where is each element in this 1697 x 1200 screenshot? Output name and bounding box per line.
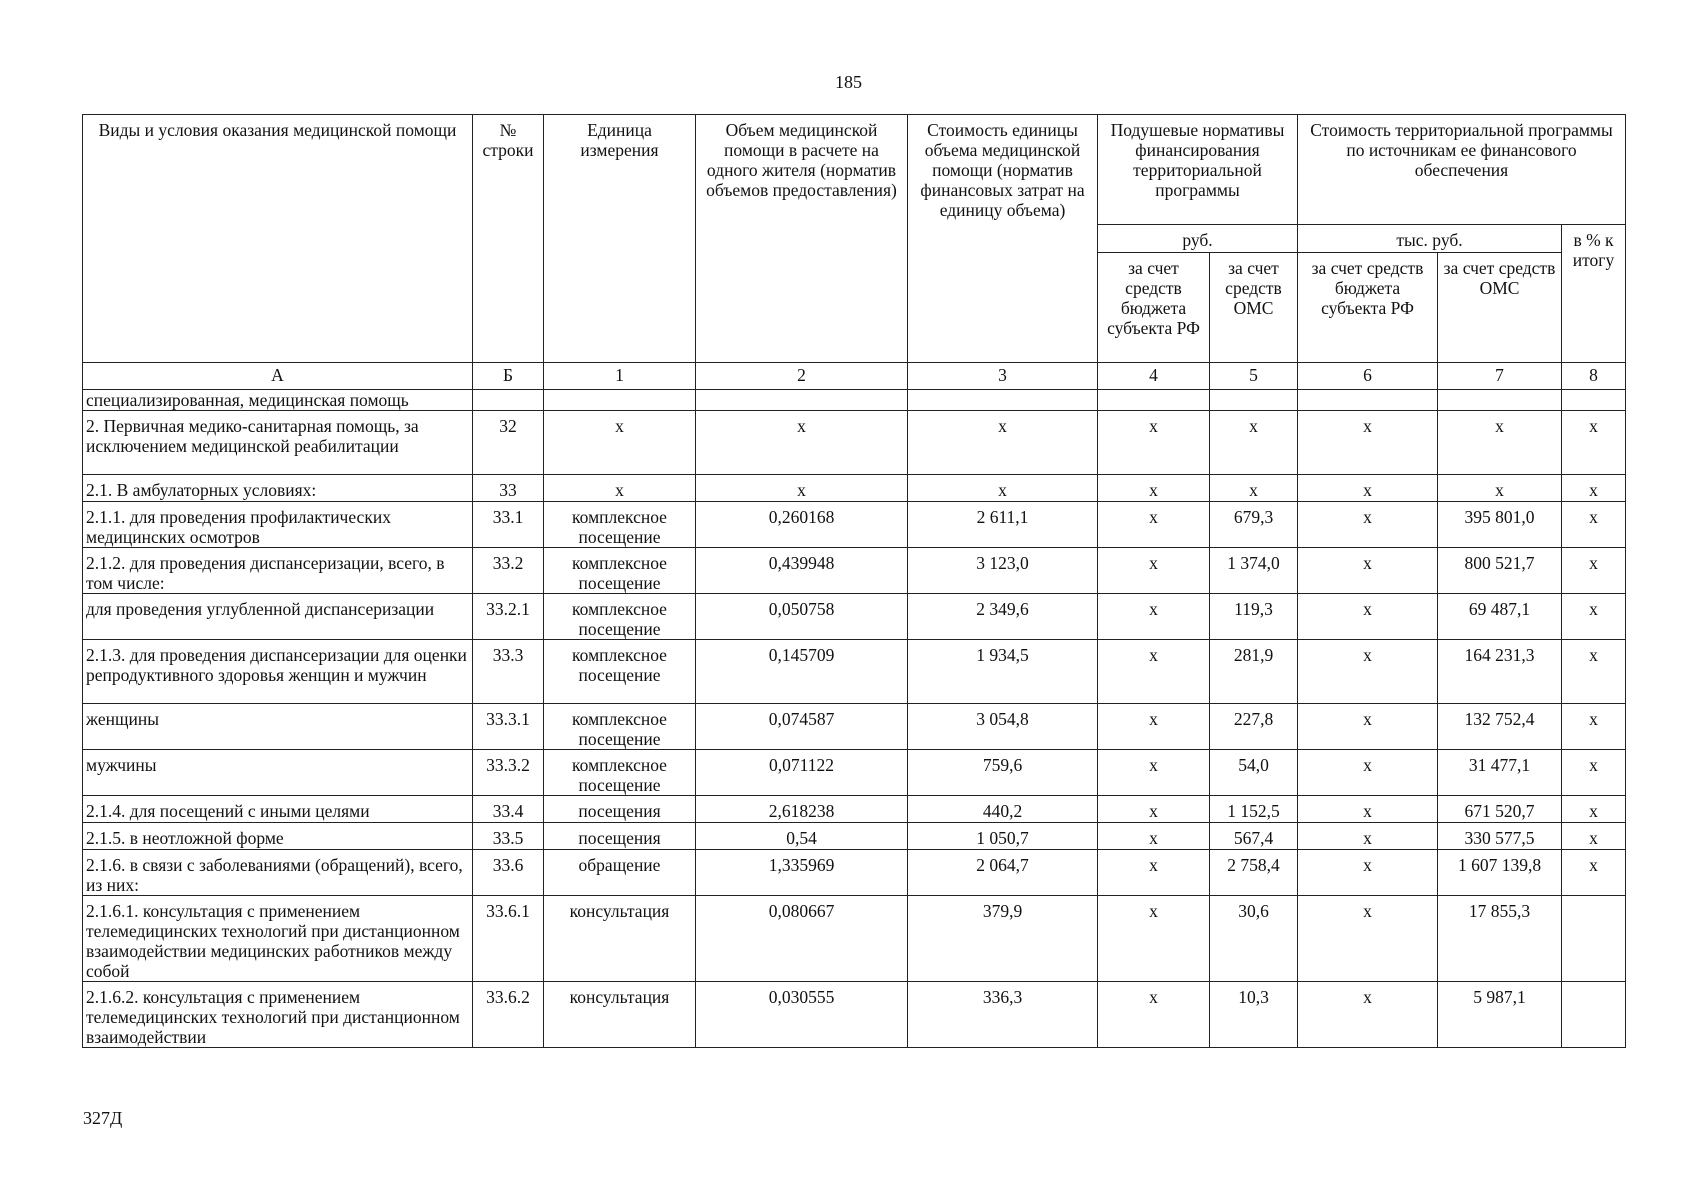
row-unit-cost: 3 123,0	[908, 548, 1098, 594]
row-name: 2.1.1. для проведения профилактических медицинских осмотров	[83, 502, 473, 548]
table-body	[83, 411, 1626, 1048]
row-col7: 330 577,5	[1438, 823, 1562, 850]
row-volume: 0,54	[696, 823, 908, 850]
table-row	[83, 411, 1626, 475]
row-col7: 164 231,3	[1438, 640, 1562, 704]
row-col4: х	[1098, 896, 1210, 982]
row-name: 2.1.3. для проведения диспансеризации для оценки репродуктивного здоровья женщин и мужчин	[83, 640, 473, 704]
row-volume: 0,074587	[696, 704, 908, 750]
row-name: 2.1.2. для проведения диспансеризации, всего, в том числе:	[83, 548, 473, 594]
row-name: для проведения углубленной диспансеризации	[83, 594, 473, 640]
row-volume: 0,050758	[696, 594, 908, 640]
table-row	[83, 796, 1626, 823]
row-col4: х	[1098, 475, 1210, 502]
row-number: 33.5	[473, 823, 544, 850]
row-col8: х	[1562, 640, 1626, 704]
footer-document-code: 327Д	[83, 1108, 123, 1128]
row-col4: х	[1098, 548, 1210, 594]
header-type-of-care: Виды и условия оказания медицинской помощи	[83, 115, 473, 363]
header-row-number: № строки	[473, 115, 544, 363]
row-col8: х	[1562, 796, 1626, 823]
row-number: 33.2.1	[473, 594, 544, 640]
header-col7-oms: за счет средств ОМС	[1438, 253, 1562, 363]
header-col4-regional-budget: за счет средств бюджета субъекта РФ	[1098, 253, 1210, 363]
table-row	[83, 502, 1626, 548]
row-name: мужчины	[83, 750, 473, 796]
row-unit-cost: 440,2	[908, 796, 1098, 823]
row-unit-cost: 3 054,8	[908, 704, 1098, 750]
row-unit-cost: 1 934,5	[908, 640, 1098, 704]
table-row	[83, 594, 1626, 640]
row-number: 32	[473, 411, 544, 475]
index-cell: А	[83, 363, 473, 390]
row-col4: х	[1098, 823, 1210, 850]
row-name: 2.1.6.1. консультация с применением телемедицинских технологий при дистанционном взаимодействии медицинских работников между собой	[83, 896, 473, 982]
row-col7: 31 477,1	[1438, 750, 1562, 796]
row-unit: обращение	[544, 850, 696, 896]
financing-table	[82, 114, 1626, 1048]
row-col6: х	[1298, 548, 1438, 594]
row-col6: х	[1298, 796, 1438, 823]
header-col5-oms: за счет средств ОМС	[1210, 253, 1298, 363]
row-unit-cost: х	[908, 411, 1098, 475]
row-col4: х	[1098, 594, 1210, 640]
header-unit-cost: Стоимость единицы объема медицинской помощи (норматив финансовых затрат на единицу объема)	[908, 115, 1098, 363]
row-col5: 227,8	[1210, 704, 1298, 750]
row-volume: 0,260168	[696, 502, 908, 548]
row-volume: 0,439948	[696, 548, 908, 594]
row-col5: 1 374,0	[1210, 548, 1298, 594]
row-col4: х	[1098, 640, 1210, 704]
row-col8: х	[1562, 850, 1626, 896]
continuation-row	[83, 390, 1626, 411]
table-row	[83, 823, 1626, 850]
row-unit: посещения	[544, 796, 696, 823]
row-unit: х	[544, 411, 696, 475]
row-number: 33.3.2	[473, 750, 544, 796]
row-name: 2.1.4. для посещений с иными целями	[83, 796, 473, 823]
row-col7: х	[1438, 411, 1562, 475]
row-col5: 1 152,5	[1210, 796, 1298, 823]
header-unit: Единица измерения	[544, 115, 696, 363]
row-volume: 0,071122	[696, 750, 908, 796]
row-unit: комплексное посещение	[544, 750, 696, 796]
row-col6: х	[1298, 640, 1438, 704]
row-unit: комплексное посещение	[544, 704, 696, 750]
row-col4: х	[1098, 982, 1210, 1048]
row-number: 33.2	[473, 548, 544, 594]
row-col6: х	[1298, 594, 1438, 640]
row-unit-cost: 336,3	[908, 982, 1098, 1048]
row-col6: х	[1298, 982, 1438, 1048]
row-col6: х	[1298, 704, 1438, 750]
row-col7: 69 487,1	[1438, 594, 1562, 640]
row-col4: х	[1098, 750, 1210, 796]
row-unit: консультация	[544, 982, 696, 1048]
row-col8: х	[1562, 475, 1626, 502]
row-col5: 679,3	[1210, 502, 1298, 548]
header-thousand-rub: тыс. руб.	[1298, 225, 1562, 253]
row-col8	[1562, 982, 1626, 1048]
row-col7: 132 752,4	[1438, 704, 1562, 750]
row-col8: х	[1562, 502, 1626, 548]
row-number: 33.6.2	[473, 982, 544, 1048]
row-col8: х	[1562, 704, 1626, 750]
row-col7: 800 521,7	[1438, 548, 1562, 594]
row-number: 33.3	[473, 640, 544, 704]
row-col5: 30,6	[1210, 896, 1298, 982]
row-name: 2.1.6.2. консультация с применением телемедицинских технологий при дистанционном взаимодействии	[83, 982, 473, 1048]
column-index-row	[83, 363, 1626, 390]
row-name: 2. Первичная медико-санитарная помощь, за исключением медицинской реабилитации	[83, 411, 473, 475]
header-per-capita-norms: Подушевые нормативы финансирования территориальной программы	[1098, 115, 1298, 225]
table-row	[83, 475, 1626, 502]
table-row	[83, 640, 1626, 704]
row-col8: х	[1562, 594, 1626, 640]
row-col5: 10,3	[1210, 982, 1298, 1048]
row-col5: 567,4	[1210, 823, 1298, 850]
row-volume: 1,335969	[696, 850, 908, 896]
row-col6: х	[1298, 823, 1438, 850]
row-number: 33	[473, 475, 544, 502]
row-col4: х	[1098, 411, 1210, 475]
row-col4: х	[1098, 704, 1210, 750]
row-unit: посещения	[544, 823, 696, 850]
continuation-text: специализированная, медицинская помощь	[83, 390, 473, 411]
row-unit-cost: 1 050,7	[908, 823, 1098, 850]
row-unit-cost: х	[908, 475, 1098, 502]
row-unit-cost: 379,9	[908, 896, 1098, 982]
row-col6: х	[1298, 896, 1438, 982]
index-cell: Б	[473, 363, 544, 390]
row-number: 33.4	[473, 796, 544, 823]
row-number: 33.1	[473, 502, 544, 548]
row-col7: х	[1438, 475, 1562, 502]
row-col7: 395 801,0	[1438, 502, 1562, 548]
table-row	[83, 850, 1626, 896]
row-col8: х	[1562, 823, 1626, 850]
row-col5: х	[1210, 475, 1298, 502]
table-row	[83, 704, 1626, 750]
index-cell: 2	[696, 363, 908, 390]
row-col5: х	[1210, 411, 1298, 475]
row-name: 2.1.6. в связи с заболеваниями (обращений), всего, из них:	[83, 850, 473, 896]
header-col6-regional-budget: за счет средств бюджета субъекта РФ	[1298, 253, 1438, 363]
index-cell: 1	[544, 363, 696, 390]
row-col8: х	[1562, 548, 1626, 594]
row-name: 2.1.5. в неотложной форме	[83, 823, 473, 850]
header-program-cost: Стоимость территориальной программы по источникам ее финансового обеспечения	[1298, 115, 1626, 225]
row-unit: комплексное посещение	[544, 594, 696, 640]
row-unit-cost: 2 349,6	[908, 594, 1098, 640]
row-number: 33.3.1	[473, 704, 544, 750]
row-volume: 0,080667	[696, 896, 908, 982]
row-col4: х	[1098, 796, 1210, 823]
index-cell: 3	[908, 363, 1098, 390]
row-unit-cost: 759,6	[908, 750, 1098, 796]
row-col5: 2 758,4	[1210, 850, 1298, 896]
index-cell: 4	[1098, 363, 1210, 390]
row-unit-cost: 2 611,1	[908, 502, 1098, 548]
row-volume: 2,618238	[696, 796, 908, 823]
index-cell: 8	[1562, 363, 1626, 390]
row-unit: консультация	[544, 896, 696, 982]
row-name: 2.1. В амбулаторных условиях:	[83, 475, 473, 502]
header-rub: руб.	[1098, 225, 1298, 253]
row-col6: х	[1298, 750, 1438, 796]
row-volume: х	[696, 475, 908, 502]
header-volume-per-resident: Объем медицинской помощи в расчете на одного жителя (норматив объемов предоставления)	[696, 115, 908, 363]
row-col8	[1562, 896, 1626, 982]
row-col7: 671 520,7	[1438, 796, 1562, 823]
row-col5: 54,0	[1210, 750, 1298, 796]
index-cell: 5	[1210, 363, 1298, 390]
row-volume: х	[696, 411, 908, 475]
row-col6: х	[1298, 502, 1438, 548]
row-col6: х	[1298, 411, 1438, 475]
row-col4: х	[1098, 502, 1210, 548]
row-col7: 1 607 139,8	[1438, 850, 1562, 896]
row-col6: х	[1298, 850, 1438, 896]
row-unit: комплексное посещение	[544, 548, 696, 594]
row-unit: комплексное посещение	[544, 640, 696, 704]
page-number: 185	[835, 72, 862, 92]
row-col4: х	[1098, 850, 1210, 896]
index-cell: 7	[1438, 363, 1562, 390]
table-row	[83, 982, 1626, 1048]
row-number: 33.6.1	[473, 896, 544, 982]
table-row	[83, 896, 1626, 982]
table-row	[83, 750, 1626, 796]
row-col7: 17 855,3	[1438, 896, 1562, 982]
row-unit: комплексное посещение	[544, 502, 696, 548]
row-col7: 5 987,1	[1438, 982, 1562, 1048]
index-cell: 6	[1298, 363, 1438, 390]
row-volume: 0,030555	[696, 982, 908, 1048]
row-unit-cost: 2 064,7	[908, 850, 1098, 896]
row-col8: х	[1562, 750, 1626, 796]
table-row	[83, 548, 1626, 594]
header-percent-of-total: в % к итогу	[1562, 225, 1626, 363]
row-col8: х	[1562, 411, 1626, 475]
row-name: женщины	[83, 704, 473, 750]
row-col6: х	[1298, 475, 1438, 502]
row-number: 33.6	[473, 850, 544, 896]
row-unit: х	[544, 475, 696, 502]
row-col5: 281,9	[1210, 640, 1298, 704]
row-volume: 0,145709	[696, 640, 908, 704]
row-col5: 119,3	[1210, 594, 1298, 640]
